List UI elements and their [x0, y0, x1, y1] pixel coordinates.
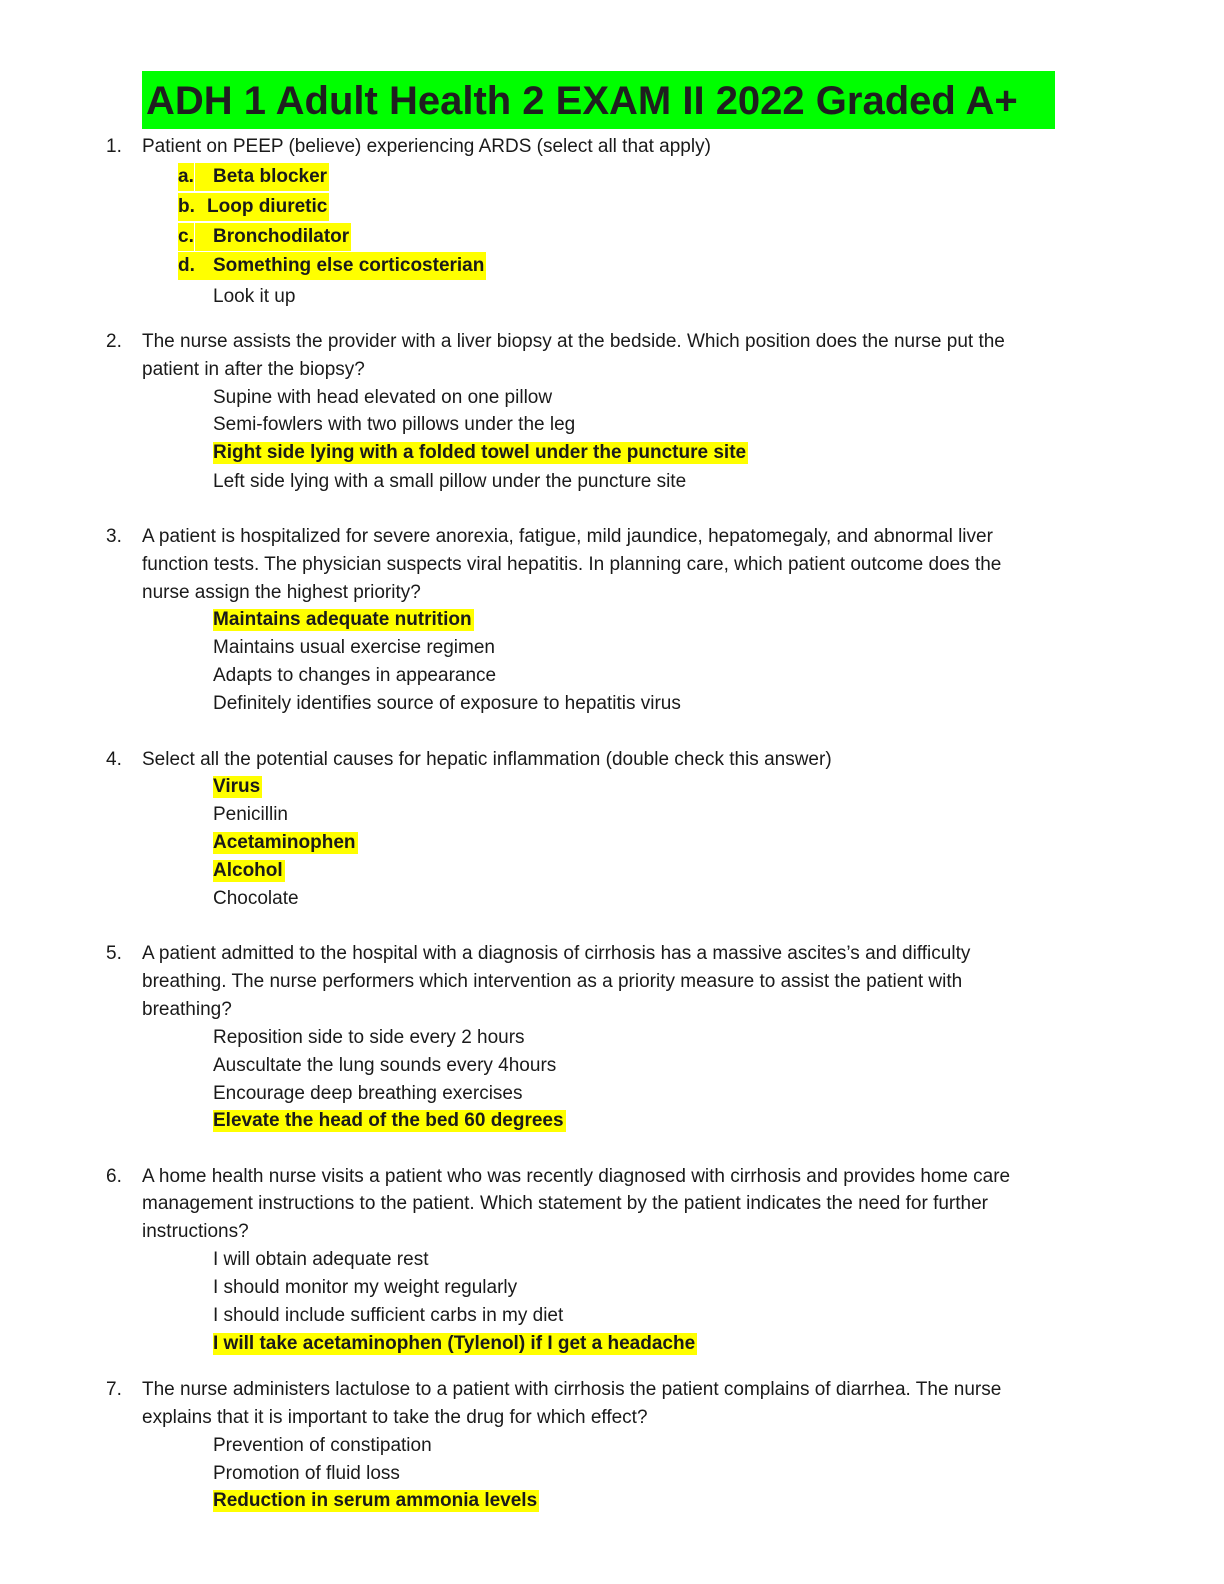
q4-option-1: Virus — [213, 776, 261, 797]
q1-option-b-letter: b. — [178, 193, 195, 221]
q1-option-c-letter: c. — [178, 223, 194, 251]
q4-option-4-wrap — [213, 857, 285, 885]
q1-note: Look it up — [213, 286, 296, 307]
q2-option-2: Semi-fowlers with two pillows under the leg — [213, 414, 576, 435]
q6-text-line-2: management instructions to the patient. Which statement by the patient indicates the need for further — [142, 1193, 988, 1214]
q4-text-line-1: Select all the potential causes for hepatic inflammation (double check this answer) — [142, 749, 832, 770]
q3-text-line-1: A patient is hospitalized for severe anorexia, fatigue, mild jaundice, hepatomegaly, and abnormal liver — [142, 526, 993, 547]
q3-option-3: Adapts to changes in appearance — [213, 665, 497, 686]
q5-text-line-2: breathing. The nurse performers which intervention as a priority measure to assist the patient with — [142, 971, 963, 992]
q5-text-line-1: A patient admitted to the hospital with a diagnosis of cirrhosis has a massive ascites’s and difficulty — [142, 943, 971, 964]
q3-text-line-3: nurse assign the highest priority? — [142, 582, 421, 603]
q3-number: 3. — [106, 526, 122, 547]
q7-text-line-2: explains that it is important to take the drug for which effect? — [142, 1407, 648, 1428]
q1-option-d: Something else corticosterian — [195, 252, 486, 280]
q4-option-2: Penicillin — [213, 804, 288, 825]
q5-option-4: Elevate the head of the bed 60 degrees — [213, 1110, 564, 1131]
q6-option-1: I will obtain adequate rest — [213, 1249, 429, 1270]
q4-number: 4. — [106, 749, 122, 770]
q2-option-3: Right side lying with a folded towel under the puncture site — [213, 442, 747, 463]
q4-option-3: Acetaminophen — [213, 832, 356, 853]
q2-option-4: Left side lying with a small pillow under the puncture site — [213, 471, 687, 492]
q2-number: 2. — [106, 331, 122, 352]
q4-option-5: Chocolate — [213, 888, 299, 909]
q1-number: 1. — [106, 136, 122, 157]
document-title: ADH 1 Adult Health 2 EXAM II 2022 Graded A+ — [146, 79, 1018, 123]
q4-option-1-wrap — [213, 773, 262, 801]
q6-option-4-wrap — [213, 1330, 697, 1358]
title-banner — [142, 71, 1055, 129]
q5-number: 5. — [106, 943, 122, 964]
q7-option-3: Reduction in serum ammonia levels — [213, 1490, 538, 1511]
q6-text-line-1: A home health nurse visits a patient who was recently diagnosed with cirrhosis and provides home care — [142, 1166, 1011, 1187]
q1-text: Patient on PEEP (believe) experiencing ARDS (select all that apply) — [142, 136, 711, 157]
q5-text-line-3: breathing? — [142, 999, 232, 1020]
q4-option-3-wrap — [213, 829, 358, 857]
q7-option-3-wrap — [213, 1487, 539, 1515]
q5-option-2: Auscultate the lung sounds every 4hours — [213, 1055, 557, 1076]
q5-option-4-wrap — [213, 1107, 566, 1135]
q1-option-d-letter: d. — [178, 252, 195, 280]
q6-option-2: I should monitor my weight regularly — [213, 1277, 518, 1298]
q1-option-a-letter: a. — [178, 163, 194, 191]
q3-text-line-2: function tests. The physician suspects viral hepatitis. In planning care, which patient outcome does the — [142, 554, 1002, 575]
q3-option-1: Maintains adequate nutrition — [213, 609, 472, 630]
q7-option-1: Prevention of constipation — [213, 1435, 432, 1456]
q6-text-line-3: instructions? — [142, 1221, 249, 1242]
q2-text-line-1: The nurse assists the provider with a liver biopsy at the bedside. Which position does the nurse put the — [142, 331, 1005, 352]
q6-option-4: I will take acetaminophen (Tylenol) if I get a headache — [213, 1333, 696, 1354]
q1-option-c: Bronchodilator — [195, 223, 351, 251]
q3-option-1-wrap — [213, 606, 474, 634]
q2-option-3-wrap — [213, 439, 748, 467]
q2-option-1: Supine with head elevated on one pillow — [213, 387, 553, 408]
q2-text-line-2: patient in after the biopsy? — [142, 359, 365, 380]
q1-option-a: Beta blocker — [195, 163, 329, 191]
q7-text-line-1: The nurse administers lactulose to a patient with cirrhosis the patient complains of diarrhea. The nurse — [142, 1379, 1002, 1400]
q3-option-4: Definitely identifies source of exposure to hepatitis virus — [213, 693, 681, 714]
q3-option-2: Maintains usual exercise regimen — [213, 637, 495, 658]
q5-option-1: Reposition side to side every 2 hours — [213, 1027, 525, 1048]
q6-number: 6. — [106, 1166, 122, 1187]
q1-option-b: Loop diuretic — [195, 193, 329, 221]
q6-option-3: I should include sufficient carbs in my diet — [213, 1305, 564, 1326]
q5-option-3: Encourage deep breathing exercises — [213, 1083, 523, 1104]
q7-option-2: Promotion of fluid loss — [213, 1463, 400, 1484]
q7-number: 7. — [106, 1379, 122, 1400]
q4-option-4: Alcohol — [213, 860, 283, 881]
